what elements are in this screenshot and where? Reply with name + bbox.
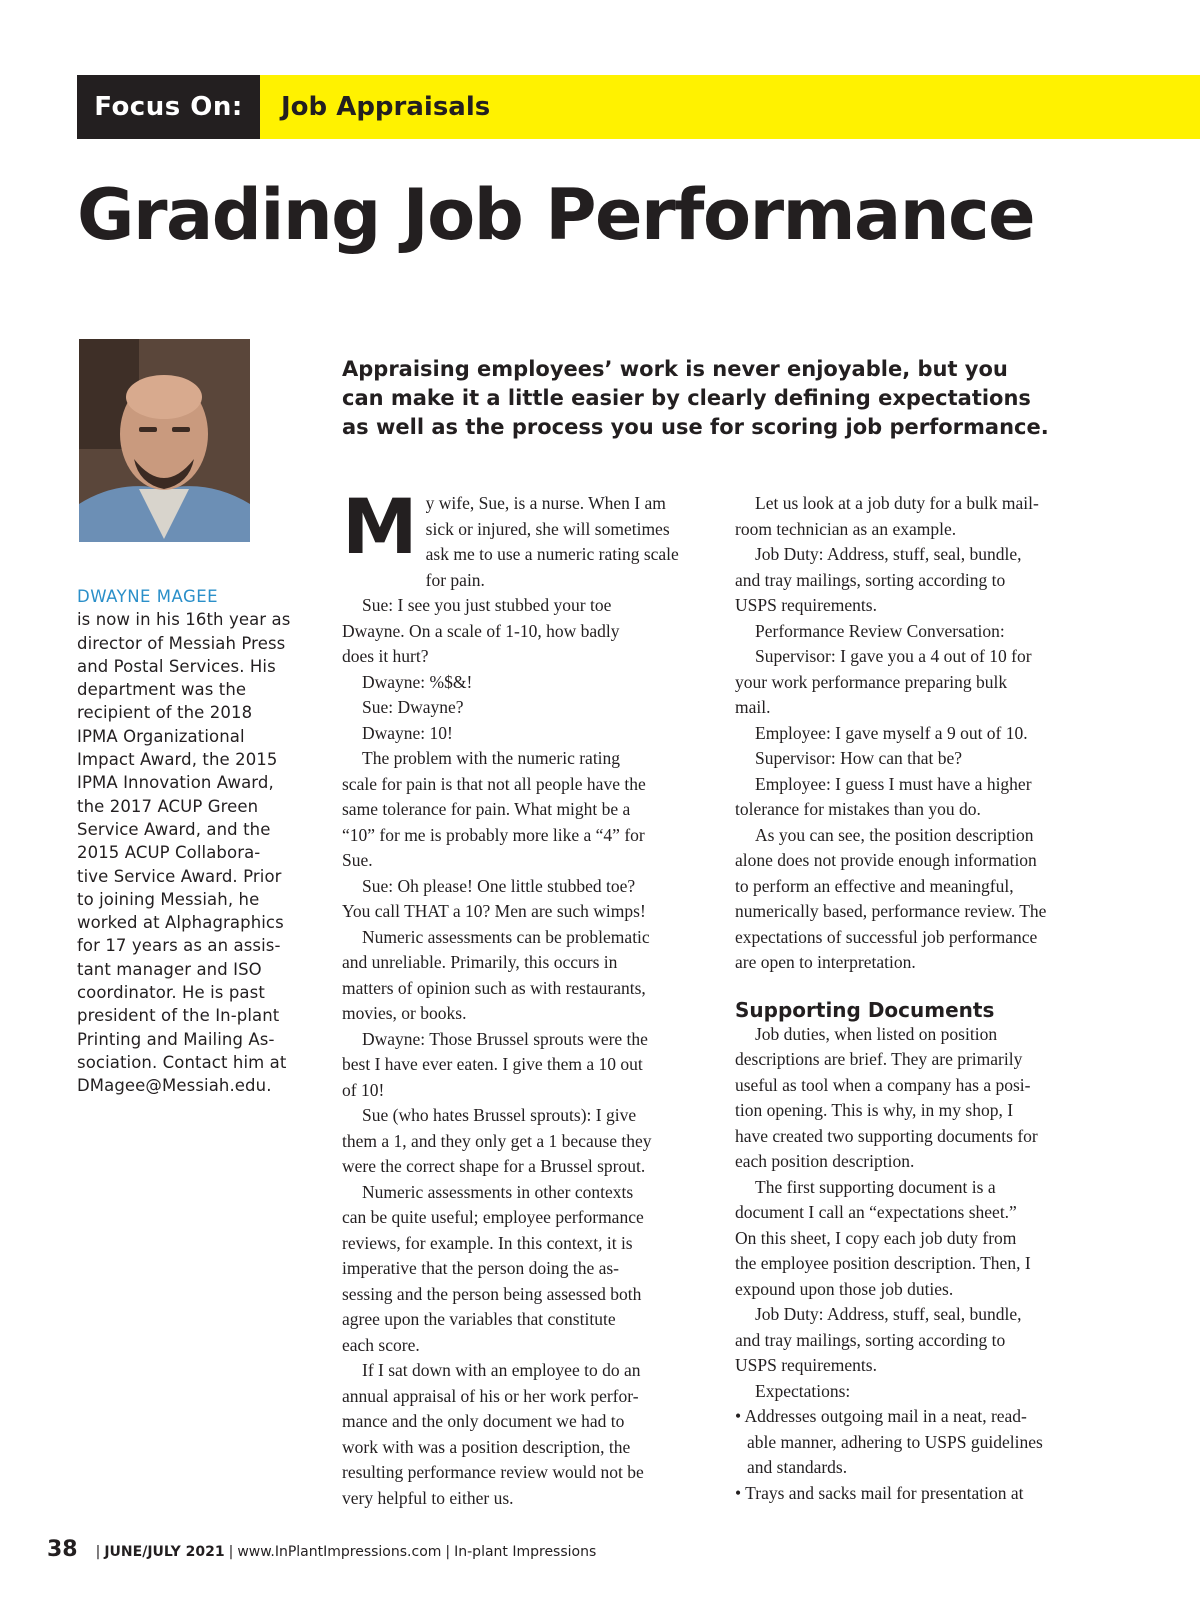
body-line: If I sat down with an employee to do an bbox=[362, 1360, 641, 1380]
body-line: Supervisor: I gave you a 4 out of 10 for bbox=[755, 646, 1032, 666]
author-name: DWAYNE MAGEE bbox=[77, 587, 219, 606]
body-line: As you can see, the position description bbox=[755, 824, 1034, 845]
col1-lines bbox=[342, 568, 712, 1512]
body-line: On this sheet, I copy each job duty from bbox=[735, 1227, 1017, 1248]
body-line: Dwayne: %$&! bbox=[362, 671, 473, 692]
body-line: were the correct shape for a Brussel sprout. bbox=[342, 1156, 646, 1176]
body-line: Sue: I see you just stubbed your toe bbox=[362, 595, 612, 615]
bio-line: worked at Alphagraphics bbox=[77, 913, 284, 933]
body-line: Job Duty: Address, stuff, seal, bundle, bbox=[755, 544, 1022, 564]
body-line: and tray mailings, sorting according to bbox=[735, 569, 1006, 590]
bio-line: Service Award, and the bbox=[77, 819, 271, 839]
body-line: each position description. bbox=[735, 1151, 915, 1171]
body-line: tion opening. This is why, in my shop, I bbox=[735, 1100, 1014, 1120]
body-line: expound upon those job duties. bbox=[735, 1278, 954, 1299]
body-line: sessing and the person being assessed both bbox=[342, 1283, 642, 1304]
body-line: can be quite useful; employee performance bbox=[342, 1207, 644, 1227]
body-line: same tolerance for pain. What might be a bbox=[342, 799, 631, 819]
body-line: very helpful to either us. bbox=[342, 1487, 514, 1508]
body-line: annual appraisal of his or her work perfor- bbox=[342, 1385, 639, 1406]
bio-line: Printing and Mailing As- bbox=[77, 1029, 275, 1049]
body-column-2 bbox=[735, 491, 1105, 1506]
footer-separator: | bbox=[95, 1544, 101, 1560]
deck-line: Appraising employees’ work is never enjoyable, but you bbox=[342, 357, 1008, 381]
body-line: movies, or books. bbox=[342, 1003, 467, 1023]
body-line: Performance Review Conversation: bbox=[755, 620, 1005, 641]
body-line: them a 1, and they only get a 1 because they bbox=[342, 1130, 652, 1151]
body-line: ask me to use a numeric rating scale bbox=[425, 544, 679, 564]
body-line: scale for pain is that not all people have the bbox=[342, 773, 646, 794]
body-line: best I have ever eaten. I give them a 10 out bbox=[342, 1054, 643, 1074]
bio-line: the 2017 ACUP Green bbox=[77, 796, 259, 816]
bio-contact-line: DMagee@Messiah.edu. bbox=[77, 1076, 272, 1096]
bio-line: department was the bbox=[77, 680, 247, 700]
body-line: Dwayne: 10! bbox=[362, 722, 453, 743]
body-line: You call THAT a 10? Men are such wimps! bbox=[342, 901, 646, 921]
body-line: Numeric assessments in other contexts bbox=[362, 1181, 634, 1202]
bio-line: to joining Messiah, he bbox=[77, 889, 260, 909]
body-line: to perform an effective and meaningful, bbox=[735, 875, 1014, 896]
body-line: agree upon the variables that constitute bbox=[342, 1309, 616, 1329]
author-photo bbox=[79, 339, 250, 542]
body-line: The problem with the numeric rating bbox=[362, 748, 621, 768]
body-line: each score. bbox=[342, 1334, 420, 1355]
col2-lines-b bbox=[735, 1022, 1105, 1405]
article-headline: Grading Job Performance bbox=[77, 174, 1035, 256]
body-line: Employee: I gave myself a 9 out of 10. bbox=[755, 722, 1028, 743]
body-line: Numeric assessments can be problematic bbox=[362, 926, 650, 947]
body-line: work with was a position description, the bbox=[342, 1436, 631, 1457]
subhead-supporting-documents: Supporting Documents bbox=[735, 997, 995, 1022]
author-photo-icon bbox=[79, 339, 250, 542]
banner-topic: Job Appraisals bbox=[281, 92, 491, 122]
body-line: y wife, Sue, is a nurse. When I am bbox=[425, 493, 666, 513]
page-number: 38 bbox=[47, 1537, 78, 1562]
bio-line: Impact Award, the 2015 bbox=[77, 750, 278, 770]
body-line: your work performance preparing bulk bbox=[735, 671, 1008, 692]
bullet-line: • Addresses outgoing mail in a neat, read- bbox=[735, 1406, 1027, 1426]
body-line: The first supporting document is a bbox=[755, 1176, 996, 1197]
bio-line: 2015 ACUP Collabora- bbox=[77, 843, 261, 863]
publication-name: In-plant Impressions bbox=[454, 1544, 597, 1560]
body-line: for pain. bbox=[425, 569, 485, 590]
body-line: does it hurt? bbox=[342, 646, 429, 666]
bio-line: is now in his 16th year as bbox=[77, 610, 291, 630]
body-line: and tray mailings, sorting according to bbox=[735, 1329, 1006, 1350]
body-line: document I call an “expectations sheet.” bbox=[735, 1202, 1017, 1222]
body-line: Supervisor: How can that be? bbox=[755, 748, 963, 768]
page-footer bbox=[47, 1537, 596, 1562]
body-line: Sue. bbox=[342, 850, 373, 870]
col2-lines-a bbox=[735, 491, 1105, 976]
banner-label-box bbox=[77, 75, 260, 139]
body-line: Sue: Dwayne? bbox=[362, 697, 464, 717]
body-line: USPS requirements. bbox=[735, 595, 877, 615]
body-line: Job duties, when listed on position bbox=[755, 1023, 998, 1044]
body-line: of 10! bbox=[342, 1079, 385, 1100]
bio-line: sociation. Contact him at bbox=[77, 1052, 287, 1072]
body-line: Let us look at a job duty for a bulk mail- bbox=[755, 493, 1039, 513]
body-line: mail. bbox=[735, 697, 771, 717]
body-line: have created two supporting documents for bbox=[735, 1125, 1038, 1146]
footer-separator: | bbox=[228, 1544, 234, 1560]
body-line: expectations of successful job performance bbox=[735, 926, 1038, 947]
bio-line: recipient of the 2018 bbox=[77, 703, 253, 723]
body-line: mance and the only document we had to bbox=[342, 1411, 625, 1431]
body-line: alone does not provide enough information bbox=[735, 850, 1037, 870]
footer-separator: | bbox=[445, 1544, 451, 1560]
deck-line: as well as the process you use for scoring job performance. bbox=[342, 415, 1049, 439]
body-line: sick or injured, she will sometimes bbox=[425, 518, 670, 539]
body-line: Sue: Oh please! One little stubbed toe? bbox=[362, 875, 636, 896]
body-line: Sue (who hates Brussel sprouts): I give bbox=[362, 1105, 637, 1125]
body-line: resulting performance review would not be bbox=[342, 1462, 644, 1482]
body-line: and unreliable. Primarily, this occurs in bbox=[342, 952, 618, 972]
body-line: “10” for me is probably more like a “4” for bbox=[342, 824, 645, 845]
body-line: numerically based, performance review. The bbox=[735, 901, 1047, 921]
body-column-1 bbox=[342, 482, 712, 1511]
section-banner bbox=[77, 75, 1200, 139]
author-bio bbox=[77, 585, 309, 1098]
bio-line: IPMA Organizational bbox=[77, 726, 245, 746]
body-line: Expectations: bbox=[755, 1380, 851, 1401]
body-line: matters of opinion such as with restaurants, bbox=[342, 977, 646, 998]
body-line: Dwayne. On a scale of 1-10, how badly bbox=[342, 620, 620, 641]
bio-line: director of Messiah Press bbox=[77, 633, 286, 653]
body-line: USPS requirements. bbox=[735, 1355, 877, 1375]
issue-date: JUNE/JULY 2021 bbox=[104, 1544, 225, 1560]
body-line: are open to interpretation. bbox=[735, 952, 916, 972]
body-line: the employee position description. Then, I bbox=[735, 1253, 1031, 1273]
body-line: room technician as an example. bbox=[735, 518, 957, 539]
body-line: reviews, for example. In this context, it is bbox=[342, 1232, 633, 1253]
bio-line: tive Service Award. Prior bbox=[77, 866, 282, 886]
bullet-line: able manner, adhering to USPS guidelines bbox=[747, 1431, 1043, 1452]
bullet-line: • Trays and sacks mail for presentation at bbox=[735, 1482, 1024, 1503]
body-line: useful as tool when a company has a posi- bbox=[735, 1074, 1031, 1095]
body-line: imperative that the person doing the as- bbox=[342, 1258, 620, 1278]
bio-line: president of the In-plant bbox=[77, 1006, 280, 1026]
bio-line: tant manager and ISO bbox=[77, 959, 262, 979]
bullet-line: and standards. bbox=[747, 1457, 848, 1477]
deck-line: can make it a little easier by clearly defining expectations bbox=[342, 386, 1031, 410]
body-line: Job Duty: Address, stuff, seal, bundle, bbox=[755, 1304, 1022, 1324]
banner-topic-box bbox=[260, 75, 1200, 139]
publication-url[interactable]: www.InPlantImpressions.com bbox=[237, 1544, 442, 1560]
article-deck bbox=[342, 355, 1122, 442]
body-line: Dwayne: Those Brussel sprouts were the bbox=[362, 1028, 648, 1049]
body-line: Employee: I guess I must have a higher bbox=[755, 773, 1032, 794]
body-line: tolerance for mistakes than you do. bbox=[735, 799, 981, 819]
banner-label: Focus On: bbox=[94, 92, 243, 122]
bio-line: and Postal Services. His bbox=[77, 656, 276, 676]
body-line: descriptions are brief. They are primarily bbox=[735, 1049, 1023, 1069]
bio-line: for 17 years as an assis- bbox=[77, 936, 281, 956]
drop-cap: M bbox=[342, 482, 418, 571]
bio-line: coordinator. He is past bbox=[77, 983, 265, 1003]
bio-line: IPMA Innovation Award, bbox=[77, 773, 274, 793]
